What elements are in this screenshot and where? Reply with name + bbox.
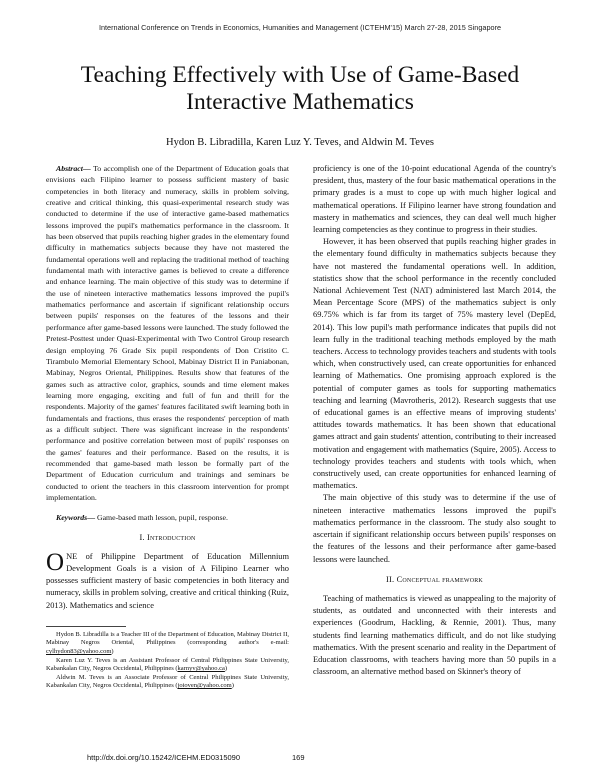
page-number: 169 — [292, 753, 305, 762]
email-link-2[interactable]: karnyv@yahoo.ca — [177, 665, 225, 673]
paper-title: Teaching Effectively with Use of Game-Based Interactive Mathematics — [80, 62, 520, 115]
paper-authors: Hydon B. Libradilla, Karen Luz Y. Teves, and Aldwin M. Teves — [166, 137, 434, 148]
conference-header: International Conference on Trends in Economics, Humanities and Management (ICTEHM'15) March 27-28, 2015 Singapore — [98, 23, 502, 32]
keywords — [46, 512, 289, 523]
abstract-text: To accomplish one of the Department of Education goals that envisions each Filipino learner to possess sufficient mastery of basic competencies in both literacy and numeracy, skills in problem solving, creative and critical thinking, this quasi-experimental research study was conducted to determine if the use of interactive game-based mathematics lessons improved the pupil's mathematics performance in the classroom. It has been observed that pupils reaching higher grades in the elementary found difficulty in mathematics subjects because they have not mastered the fundamental operations well and replacing the traditional method of teaching fundamental math with interactive games is believed to create a difference and enhance learning. The main objective of this study was to determine if the use of nineteen interactive mathematics lessons improved the pupil's mathematics performance and ascertain if significant relationship occurs between pupils' responses on the features of the lessons and their performance after game-based lessons were launched. The study followed the Pretest-Posttest under Quasi-Experimental with Two Control Group research design employing 76 Grade Six pupil respondents of Don Cristito C. Tirambulo Memorial Elementary School, Mabinay District II in Paniabonan, Mabinay, Negros Oriental, Philippines. Results show that features of the games such as attractive color, graphics, sounds and time element makes learning more engaging, exciting and full of fun and thrill for the respondents. Majority of the games' features facilitated swift learning both in fundamentals and fractions, thus erases the respondents' perception of math as a difficult subject. There was significant increase in the respondents' performance and positive correlation between most of pupils' responses on the games' features and their performance. Based on the results, it is recommended that game-based math lesson be formally part of the Department of Education curriculum and trainings and seminars be conducted to orient the teachers in this classroom intervention for prompt implementation. — [46, 164, 289, 502]
drop-cap: O — [46, 548, 65, 576]
abstract-sep: — — [82, 164, 94, 173]
right-column — [313, 163, 556, 678]
section-heading-conceptual-framework: II. Conceptual framework — [386, 574, 483, 584]
body-paragraph-4: Teaching of mathematics is viewed as unappealing to the majority of students, as outdated and unconnected with their interests and experiences (Goodrum, Hackling, & Rennie, 2001). Thus, many students find learning mathematics difficult, and do not like studying mathematics. With the present scenario and reality in the Department of Education classrooms, with teachers having more than 50 pupils in a classroom, an alternative method based on Skinner's theory of — [313, 593, 556, 677]
abstract-label: Abstract — [56, 164, 83, 173]
body-paragraph-3: The main objective of this study was to determine if the use of nineteen interactive mathematics lessons improved the pupil's mathematics performance in the classroom. The study also sought to ascertain if significant relationship occurs between pupils' responses on the features of the lessons and their performance after game-based lessons were launched. — [313, 493, 556, 564]
intro-paragraph: ONE of Philippine Department of Education Millennium Development Goals is a vision of A Filipino Learner who possesses sufficient mastery of basic competencies in both literacy and numeracy, skills in problem solving, creative and critical thinking (Ruiz, 2013). Mathematics and science — [46, 548, 289, 610]
footnote-divider — [46, 626, 126, 627]
keywords-sep: — — [87, 513, 97, 523]
email-link-1[interactable]: cylhydon83@yahoo.com — [46, 648, 112, 656]
keywords-label: Keywords — [56, 513, 88, 523]
email-link-3[interactable]: joioven@yahoo.com — [177, 682, 232, 690]
abstract — [46, 163, 289, 503]
left-column — [46, 163, 289, 691]
footnote-author-3: Aldwin M. Teves is an Associate Professor of Central Philippines State University, Kabankalan City, Negros Occidental, Philippines (joioven@yahoo.com) — [46, 673, 289, 690]
footnote-author-1: Hydon B. Libradilla is a Teacher III of the Department of Education, Mabinay District II, Mabinay Negros Oriental, Philippines (corresponding author's e-mail: cylhydon83@yahoo.com) — [46, 630, 289, 656]
footnote-author-2: Karen Luz Y. Teves is an Assistant Professor of Central Philippines State University, Kabankalan City, Negros Occidental, Philippines (karnyv@yahoo.ca) — [46, 656, 289, 673]
body-paragraph-2: However, it has been observed that pupils reaching higher grades in the elementary found difficulty in mathematics subjects because they have not mastered the fundamental operations well. In addition, statistics show that the school performance in the recently concluded National Achievement Test (NAT) administered last March 2014, the Mean Percentage Score (MPS) of the mathematics subject is only 69.75% which is far from its target of 75% mastery level (DepEd, 2014). This low pupil's math performance indicates that pupils did not learn fully in the traditional teaching methods employed by the math teachers. Access to technology provides teachers and students with tools which, when constructively used, can create opportunities for enhanced learning of Mathematics. One promising approach explored is the potential of computer games as tools for supporting mathematics teaching and learning (Mavrotheris, 2012). Research suggests that use of educational games is an effective means of improving students' attitudes towards mathematics. It has been shown that educational games attract and gain students' attention, contributing to their increased motivation and engagement with mathematics (Squire, 2005). Access to technology provides teachers and students with tools which, when constructively used, can create opportunities for enhanced learning of mathematics. — [313, 237, 556, 491]
section-heading-introduction: I. Introduction — [139, 532, 196, 542]
doi-link[interactable]: http://dx.doi.org/10.15242/ICEHM.ED0315090 — [87, 753, 241, 762]
keywords-text: Game-based math lesson, pupil, response. — [96, 513, 228, 523]
body-paragraph-1: proficiency is one of the 10-point educational Agenda of the country's president, thus, mastery of the four basic mathematical operations in the primary grades is a must to cope up with much higher logical and mathematical operations. If Filipino learner have strong foundation and mastery in mathematics and sciences, they can deal well much higher learning competencies as they continue to progress in their studies. — [313, 164, 556, 235]
